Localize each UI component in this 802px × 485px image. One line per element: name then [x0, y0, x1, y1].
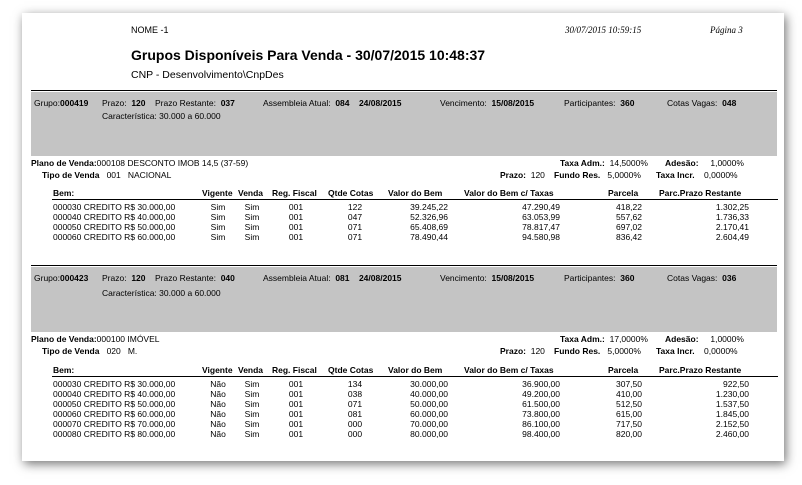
column-header-row	[22, 365, 784, 375]
grupo-label: Grupo:	[34, 273, 60, 283]
plano-label: Plano de Venda:	[31, 158, 97, 168]
cell-parc-prazo: 1.845,00	[715, 409, 749, 419]
fundo-field	[554, 346, 641, 356]
cell-valor: 40.000,00	[410, 389, 448, 399]
cell-venda: Sim	[244, 409, 260, 419]
cotas-vagas-label: Cotas Vagas:	[667, 273, 718, 283]
prazo2-value: 120	[530, 346, 545, 356]
vencimento-field	[440, 98, 534, 108]
adesao-value: 1,0000%	[710, 334, 744, 344]
cell-reg: 001	[288, 429, 304, 439]
cell-bem: 000040 CREDITO R$ 40.000,00	[53, 212, 176, 222]
tipo-codigo: 001	[106, 170, 121, 180]
adesao-label: Adesão:	[665, 158, 699, 168]
cell-qtde: 071	[347, 399, 363, 409]
taxa-incr-label: Taxa Incr.	[656, 170, 695, 180]
prazo-label: Prazo:	[102, 98, 127, 108]
table-row	[22, 379, 784, 389]
prazo-restante-value: 037	[220, 98, 235, 108]
cell-venda: Sim	[244, 232, 260, 242]
fundo-value: 5,0000%	[607, 346, 641, 356]
cell-valor-taxas: 94.580,98	[522, 232, 560, 242]
taxa-adm-value: 14,5000%	[609, 158, 648, 168]
table-row	[22, 399, 784, 409]
cell-reg: 001	[288, 232, 304, 242]
cell-qtde: 134	[347, 379, 363, 389]
tipo-label: Tipo de Venda	[42, 170, 100, 180]
participantes-field	[564, 273, 634, 283]
plano-value: 000100 IMÓVEL	[96, 334, 160, 344]
cell-valor: 39.245,22	[410, 202, 448, 212]
taxa-adm-field	[560, 158, 648, 168]
col-valor-taxas: Valor do Bem c/ Taxas	[464, 188, 554, 198]
table-row	[22, 232, 784, 242]
cell-venda: Sim	[244, 212, 260, 222]
cell-bem: 000030 CREDITO R$ 30.000,00	[53, 202, 176, 212]
taxa-incr-field	[656, 170, 738, 180]
cell-venda: Sim	[244, 399, 260, 409]
report-subtitle: CNP - Desenvolvimento\CnpDes	[131, 69, 284, 81]
cell-vigente: Sim	[210, 232, 226, 242]
col-qtde-cotas: Qtde Cotas	[328, 188, 374, 198]
cell-valor-taxas: 86.100,00	[522, 419, 560, 429]
plano-field	[31, 334, 160, 344]
cell-venda: Sim	[244, 429, 260, 439]
cell-parc-prazo: 1.230,00	[715, 389, 749, 399]
column-header-rule	[52, 199, 778, 200]
taxa-adm-value: 17,0000%	[609, 334, 648, 344]
cotas-vagas-label: Cotas Vagas:	[667, 98, 718, 108]
cell-reg: 001	[288, 379, 304, 389]
page-number: Página 3	[710, 25, 743, 35]
cell-parc-prazo: 1.302,25	[715, 202, 749, 212]
cell-valor: 50.000,00	[410, 399, 448, 409]
cell-parcela: 307,50	[616, 379, 642, 389]
cell-parcela: 418,22	[616, 202, 642, 212]
cell-valor-taxas: 47.290,49	[522, 202, 560, 212]
cell-valor-taxas: 78.817,47	[522, 222, 560, 232]
tipo-codigo: 020	[106, 346, 121, 356]
taxa-incr-label: Taxa Incr.	[656, 346, 695, 356]
column-header-rule	[52, 376, 778, 377]
cell-valor-taxas: 73.800,00	[522, 409, 560, 419]
participantes-label: Participantes:	[564, 273, 616, 283]
grupo-value: 000423	[60, 273, 89, 283]
cell-parcela: 512,50	[616, 399, 642, 409]
cell-reg: 001	[288, 202, 304, 212]
col-parcela: Parcela	[608, 365, 639, 375]
cell-parcela: 717,50	[616, 419, 642, 429]
cell-venda: Sim	[244, 379, 260, 389]
vencimento-value: 15/08/2015	[491, 98, 535, 108]
cell-reg: 001	[288, 419, 304, 429]
prazo-restante-label: Prazo Restante:	[155, 98, 216, 108]
cell-reg: 001	[288, 222, 304, 232]
taxa-adm-field	[560, 334, 648, 344]
col-venda: Venda	[238, 188, 264, 198]
prazo2-field	[500, 170, 545, 180]
cell-valor: 80.000,00	[410, 429, 448, 439]
cell-qtde: 071	[347, 232, 363, 242]
cell-parc-prazo: 2.170,41	[715, 222, 749, 232]
cell-bem: 000080 CREDITO R$ 80.000,00	[53, 429, 176, 439]
vencimento-label: Vencimento:	[440, 273, 487, 283]
prazo2-value: 120	[530, 170, 545, 180]
table-row	[22, 389, 784, 399]
group-label	[34, 273, 88, 283]
participantes-field	[564, 98, 634, 108]
column-header-row	[22, 188, 784, 198]
taxa-adm-label: Taxa Adm.:	[560, 334, 605, 344]
cell-venda: Sim	[244, 389, 260, 399]
cell-qtde: 000	[347, 429, 363, 439]
assembleia-date: 24/08/2015	[358, 273, 402, 283]
participantes-value: 360	[620, 98, 635, 108]
cell-valor: 52.326,96	[410, 212, 448, 222]
group-divider	[31, 265, 777, 266]
plano-field	[31, 158, 248, 168]
col-venda: Venda	[238, 365, 264, 375]
col-valor-bem: Valor do Bem	[388, 188, 443, 198]
cell-vigente: Não	[210, 429, 226, 439]
fundo-field	[554, 170, 641, 180]
col-reg-fiscal: Reg. Fiscal	[272, 365, 317, 375]
col-valor-bem: Valor do Bem	[388, 365, 443, 375]
cotas-vagas-field	[667, 273, 736, 283]
cell-vigente: Sim	[210, 222, 226, 232]
table-row	[22, 222, 784, 232]
cell-valor: 78.490,44	[410, 232, 448, 242]
prazo2-field	[500, 346, 545, 356]
cell-valor-taxas: 63.053,99	[522, 212, 560, 222]
assembleia-field	[263, 98, 402, 108]
cell-parc-prazo: 1.736,33	[715, 212, 749, 222]
grupo-value: 000419	[60, 98, 89, 108]
report-title: Grupos Disponíveis Para Venda - 30/07/2015 10:48:37	[131, 47, 486, 63]
assembleia-label: Assembleia Atual:	[263, 98, 331, 108]
cell-bem: 000030 CREDITO R$ 30.000,00	[53, 379, 176, 389]
cell-parcela: 615,00	[616, 409, 642, 419]
participantes-label: Participantes:	[564, 98, 616, 108]
header-divider	[31, 90, 777, 91]
assembleia-date: 24/08/2015	[358, 98, 402, 108]
cell-bem: 000050 CREDITO R$ 50.000,00	[53, 399, 176, 409]
cell-bem: 000060 CREDITO R$ 60.000,00	[53, 409, 176, 419]
prazo-label: Prazo:	[102, 273, 127, 283]
report-name: NOME -1	[131, 25, 169, 35]
cell-bem: 000060 CREDITO R$ 60.000,00	[53, 232, 176, 242]
cell-valor: 65.408,69	[410, 222, 448, 232]
cell-bem: 000040 CREDITO R$ 40.000,00	[53, 389, 176, 399]
col-valor-taxas: Valor do Bem c/ Taxas	[464, 365, 554, 375]
table-row	[22, 429, 784, 439]
table-row	[22, 212, 784, 222]
vencimento-field	[440, 273, 534, 283]
cell-vigente: Não	[210, 379, 226, 389]
prazo-restante-field	[155, 98, 235, 108]
cell-parc-prazo: 2.604,49	[715, 232, 749, 242]
cell-qtde: 081	[347, 409, 363, 419]
cell-vigente: Não	[210, 409, 226, 419]
col-vigente: Vigente	[202, 365, 233, 375]
cell-parc-prazo: 2.460,00	[715, 429, 749, 439]
cell-parcela: 820,00	[616, 429, 642, 439]
table-row	[22, 419, 784, 429]
assembleia-value: 084	[335, 98, 350, 108]
cell-valor-taxas: 98.400,00	[522, 429, 560, 439]
prazo-value: 120	[131, 273, 146, 283]
cell-parcela: 410,00	[616, 389, 642, 399]
prazo-field	[102, 273, 146, 283]
tipo-nome: M.	[127, 346, 138, 356]
tipo-nome: NACIONAL	[127, 170, 172, 180]
prazo-restante-value: 040	[220, 273, 235, 283]
print-datetime: 30/07/2015 10:59:15	[565, 25, 642, 35]
tipo-venda-field	[42, 346, 137, 356]
cell-valor-taxas: 36.900,00	[522, 379, 560, 389]
caracteristica: Característica: 30.000 a 60.000	[102, 111, 221, 121]
prazo2-label: Prazo:	[500, 170, 526, 180]
table-row	[22, 202, 784, 212]
taxa-incr-field	[656, 346, 738, 356]
tipo-venda-field	[42, 170, 171, 180]
prazo-value: 120	[131, 98, 146, 108]
cell-vigente: Sim	[210, 212, 226, 222]
cotas-vagas-value: 036	[722, 273, 737, 283]
participantes-value: 360	[620, 273, 635, 283]
taxa-adm-label: Taxa Adm.:	[560, 158, 605, 168]
plano-label: Plano de Venda:	[31, 334, 97, 344]
vencimento-label: Vencimento:	[440, 98, 487, 108]
cell-bem: 000070 CREDITO R$ 70.000,00	[53, 419, 176, 429]
cell-reg: 001	[288, 212, 304, 222]
prazo2-label: Prazo:	[500, 346, 526, 356]
cell-qtde: 000	[347, 419, 363, 429]
col-parc-prazo: Parc.Prazo Restante	[659, 365, 742, 375]
plano-value: 000108 DESCONTO IMOB 14,5 (37-59)	[96, 158, 249, 168]
prazo-field	[102, 98, 146, 108]
col-qtde-cotas: Qtde Cotas	[328, 365, 374, 375]
col-reg-fiscal: Reg. Fiscal	[272, 188, 317, 198]
cell-parcela: 836,42	[616, 232, 642, 242]
cell-parc-prazo: 1.537,50	[715, 399, 749, 409]
cotas-vagas-value: 048	[722, 98, 737, 108]
cell-bem: 000050 CREDITO R$ 50.000,00	[53, 222, 176, 232]
cell-vigente: Sim	[210, 202, 226, 212]
cell-parcela: 697,02	[616, 222, 642, 232]
cell-parc-prazo: 922,50	[723, 379, 749, 389]
assembleia-label: Assembleia Atual:	[263, 273, 331, 283]
cell-parc-prazo: 2.152,50	[715, 419, 749, 429]
cell-qtde: 122	[347, 202, 363, 212]
prazo-restante-label: Prazo Restante:	[155, 273, 216, 283]
cell-vigente: Não	[210, 419, 226, 429]
cell-reg: 001	[288, 399, 304, 409]
cell-valor: 30.000,00	[410, 379, 448, 389]
cell-vigente: Não	[210, 399, 226, 409]
taxa-incr-value: 0,0000%	[704, 346, 738, 356]
adesao-field	[665, 334, 744, 344]
cell-valor-taxas: 49.200,00	[522, 389, 560, 399]
vencimento-value: 15/08/2015	[491, 273, 535, 283]
cell-reg: 001	[288, 389, 304, 399]
col-parc-prazo: Parc.Prazo Restante	[659, 188, 742, 198]
grupo-label: Grupo:	[34, 98, 60, 108]
cell-vigente: Não	[210, 389, 226, 399]
adesao-label: Adesão:	[665, 334, 699, 344]
cell-valor: 70.000,00	[410, 419, 448, 429]
col-bem: Bem:	[53, 188, 75, 198]
cell-qtde: 071	[347, 222, 363, 232]
assembleia-field	[263, 273, 402, 283]
cell-venda: Sim	[244, 419, 260, 429]
col-bem: Bem:	[53, 365, 75, 375]
prazo-restante-field	[155, 273, 235, 283]
taxa-incr-value: 0,0000%	[704, 170, 738, 180]
cell-qtde: 047	[347, 212, 363, 222]
caracteristica: Característica: 30.000 a 60.000	[102, 288, 221, 298]
cell-qtde: 038	[347, 389, 363, 399]
col-vigente: Vigente	[202, 188, 233, 198]
tipo-label: Tipo de Venda	[42, 346, 100, 356]
col-parcela: Parcela	[608, 188, 639, 198]
cell-reg: 001	[288, 409, 304, 419]
group-label	[34, 98, 88, 108]
fundo-label: Fundo Res.	[554, 170, 601, 180]
cell-venda: Sim	[244, 222, 260, 232]
cell-valor: 60.000,00	[410, 409, 448, 419]
adesao-value: 1,0000%	[710, 158, 744, 168]
cotas-vagas-field	[667, 98, 736, 108]
fundo-value: 5,0000%	[607, 170, 641, 180]
cell-valor-taxas: 61.500,00	[522, 399, 560, 409]
fundo-label: Fundo Res.	[554, 346, 601, 356]
assembleia-value: 081	[335, 273, 350, 283]
table-row	[22, 409, 784, 419]
cell-parcela: 557,62	[616, 212, 642, 222]
adesao-field	[665, 158, 744, 168]
report-page	[22, 13, 784, 461]
cell-venda: Sim	[244, 202, 260, 212]
